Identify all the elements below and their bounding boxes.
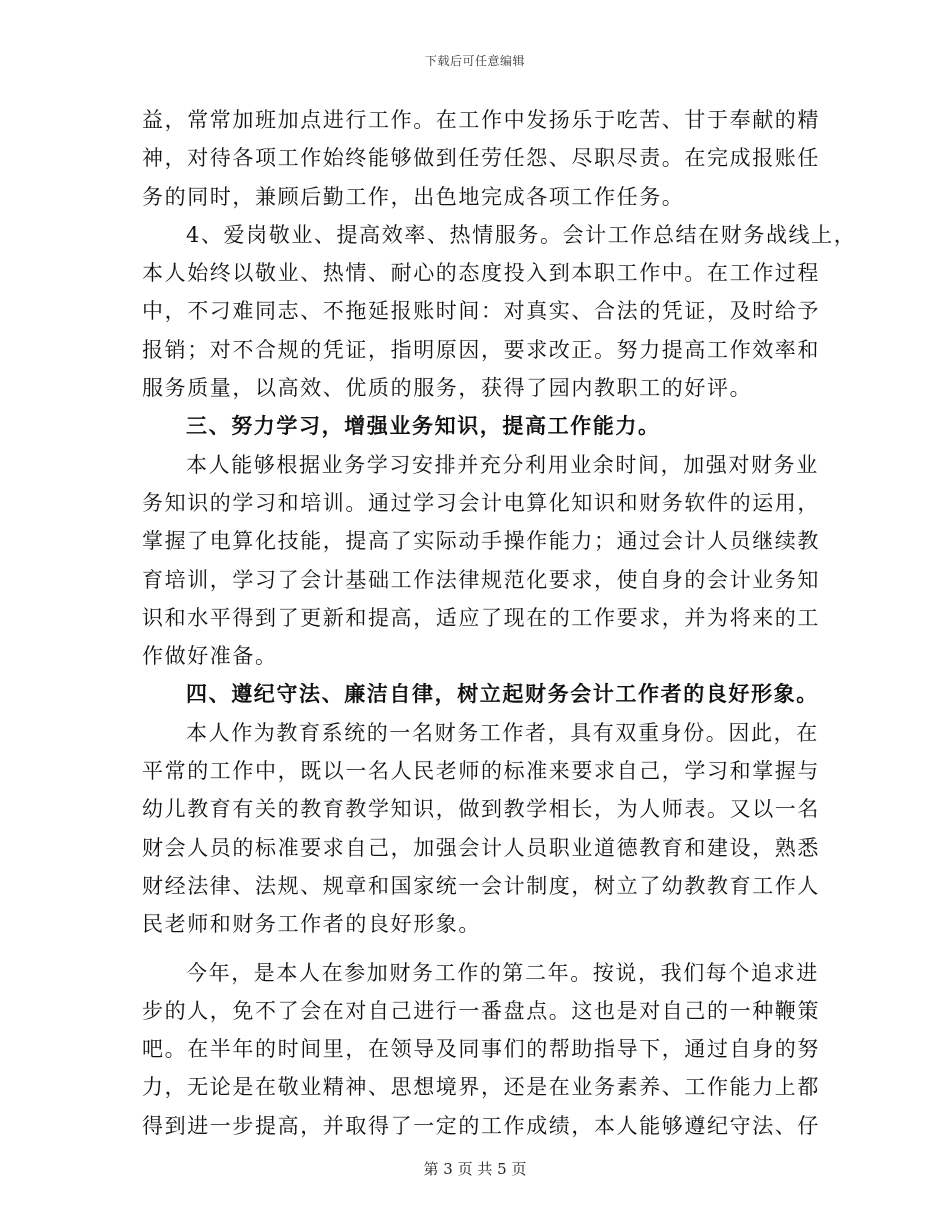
- text-line: 益，常常加班加点进行工作。在工作中发扬乐于吃苦、甘于奉献的精: [142, 108, 820, 132]
- text-line: 财会人员的标准要求自己，加强会计人员职业道德教育和建设，熟悉: [142, 835, 820, 860]
- text-line: 力，无论是在敬业精神、思想境界，还是在业务素养、工作能力上都: [142, 1075, 820, 1100]
- text-line: 服务质量，以高效、优质的服务，获得了园内教职工的好评。: [142, 376, 753, 401]
- text-line: 育培训，学习了会计基础工作法律规范化要求，使自身的会计业务知: [142, 567, 820, 592]
- paragraph-gap: [142, 944, 798, 954]
- text-line: 神，对待各项工作始终能够做到任劳任怨、尽职尽责。在完成报账任: [142, 146, 820, 171]
- page-header: 下载后可任意编辑: [424, 54, 525, 68]
- text-line: 幼儿教育有关的教育教学知识，做到教学相长，为人师表。又以一名: [142, 797, 820, 822]
- text-line: 今年，是本人在参加财务工作的第二年。按说，我们每个追求进: [186, 960, 819, 985]
- page-footer: 第 3 页 共 5 页: [423, 1160, 527, 1178]
- text-line: 得到进一步提高，并取得了一定的工作成绩，本人能够遵纪守法、仔: [142, 1113, 820, 1138]
- text-line: 财经法律、法规、规章和国家统一会计制度，树立了幼教教育工作人: [142, 873, 820, 898]
- text-line: 步的人，免不了会在对自己进行一番盘点。这也是对自己的一种鞭策: [142, 998, 820, 1023]
- text-line: 中，不刁难同志、不拖延报账时间：对真实、合法的凭证，及时给予: [142, 299, 820, 324]
- text-line: 报销；对不合规的凭证，指明原因，要求改正。努力提高工作效率和: [142, 337, 820, 362]
- text-line: 民老师和财务工作者的良好形象。: [142, 912, 481, 937]
- document-body: [142, 101, 857, 1145]
- section-heading: 三、努力学习，增强业务知识，提高工作能力。: [186, 413, 661, 439]
- text-line: 本人能够根据业务学习安排并充分利用业余时间，加强对财务业: [186, 452, 819, 477]
- text-line: 吧。在半年的时间里，在领导及同事们的帮助指导下，通过自身的努: [142, 1037, 820, 1062]
- text-line: 本人始终以敬业、热情、耐心的态度投入到本职工作中。在工作过程: [142, 261, 820, 286]
- text-line: 务的同时，兼顾后勤工作，出色地完成各项工作任务。: [142, 184, 685, 209]
- text-line: 平常的工作中，既以一名人民老师的标准来要求自己，学习和掌握与: [142, 759, 820, 784]
- section-heading: 四、遵纪守法、廉洁自律，树立起财务会计工作者的良好形象。: [186, 681, 819, 707]
- text-line: 作做好准备。: [142, 644, 278, 669]
- text-line: 掌握了电算化技能，提高了实际动手操作能力；通过会计人员继续教: [142, 529, 820, 554]
- text-line: 4、爱岗敬业、提高效率、热情服务。会计工作总结在财务战线上，: [186, 222, 857, 247]
- text-line: 本人作为教育系统的一名财务工作者，具有双重身份。因此，在: [186, 720, 819, 745]
- text-line: 识和水平得到了更新和提高，适应了现在的工作要求，并为将来的工: [142, 605, 820, 630]
- text-line: 务知识的学习和培训。通过学习会计电算化知识和财务软件的运用，: [142, 490, 820, 515]
